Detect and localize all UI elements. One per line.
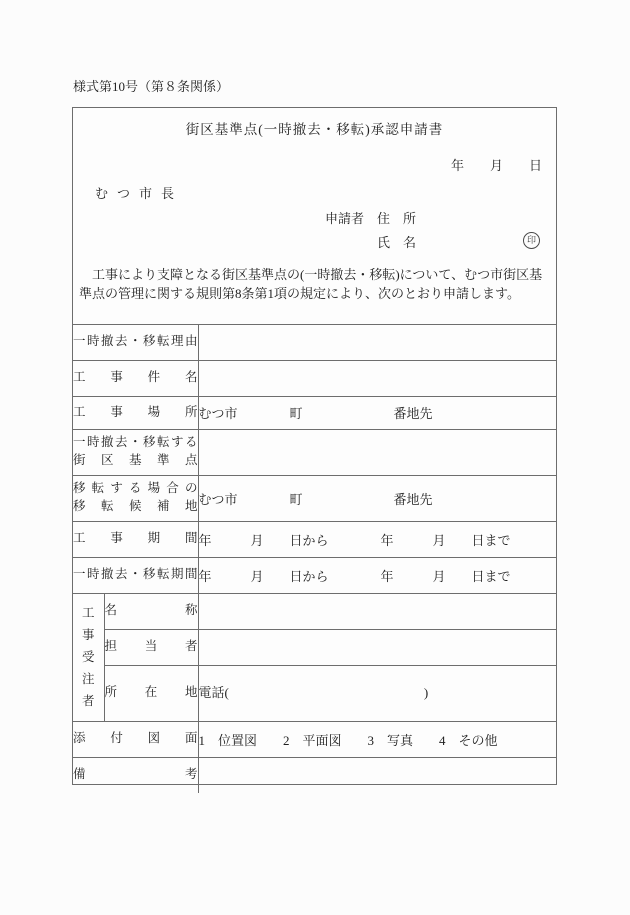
table-row-construction-name (73, 360, 556, 396)
remarks-value-cell (198, 757, 556, 793)
table-row-attachments (73, 721, 556, 757)
form-number: 様式第10号（第８条関係） (73, 79, 230, 94)
contractor-vertical-label-cell: 工 事 受 注 者 (73, 593, 104, 721)
table-row-contractor-contact (73, 629, 556, 665)
remarks-label-cell: 備 考 (73, 757, 198, 793)
construction-site-label-cell: 工 事 場 所 (73, 396, 198, 429)
reference-points-value-cell (198, 429, 556, 475)
application-table (73, 324, 556, 793)
table-row-construction-site (73, 396, 556, 429)
reason-value-cell (198, 324, 556, 360)
removal-period-value-cell: 年 月 日から 年 月 日まで (198, 557, 556, 593)
table-row-contractor-address (73, 665, 556, 721)
phone-line: 電話( ) (198, 684, 429, 700)
addressee-mutsu-mayor: むつ市長 (95, 185, 184, 201)
table-row-remarks (73, 757, 556, 793)
contractor-name-value-cell (198, 593, 556, 629)
contractor-contact-label-cell: 担 当 者 (104, 629, 198, 665)
construction-period-value-cell: 年 月 日から 年 月 日まで (198, 521, 556, 557)
contractor-address-label-cell: 所 在 地 (104, 665, 198, 721)
construction-site-value-cell: むつ市 町 番地先 (198, 396, 556, 429)
applicant-address-label: 申請者 住 所 (325, 210, 417, 226)
attachments-value-cell: 1 位置図 2 平面図 3 写真 4 その他 (198, 721, 556, 757)
contractor-name-label-cell: 名 称 (104, 593, 198, 629)
form-title: 街区基準点(一時撤去・移転)承認申請書 (185, 122, 444, 137)
relocation-site-value-cell: むつ市 町 番地先 (198, 475, 556, 521)
contractor-contact-value-cell (198, 629, 556, 665)
applicant-name-label: 氏 名 (377, 234, 417, 250)
table-row-removal-period (73, 557, 556, 593)
contractor-address-value-cell (198, 665, 556, 721)
table-row-relocation-site (73, 475, 556, 521)
table-row-reference-points (73, 429, 556, 475)
construction-name-value-cell (198, 360, 556, 396)
construction-period-label-cell: 工 事 期 間 (73, 521, 198, 557)
attachments-label-cell: 添 付 図 面 (73, 721, 198, 757)
seal-stamp-icon: 印 (523, 232, 540, 249)
table-row-construction-period (73, 521, 556, 557)
table-row-reason (73, 324, 556, 360)
application-form-box (72, 107, 557, 785)
applicant-block (325, 212, 556, 249)
relocation-site-label-cell: 移 転 す る 場 合 の 移 転 候 補 地 (73, 475, 198, 521)
construction-name-label-cell: 工 事 件 名 (73, 360, 198, 396)
reference-points-label-cell: 一 時 撤 去 ・ 移 転 す る 街 区 基 準 点 (73, 429, 198, 475)
removal-period-label-cell: 一 時 撤 去 ・ 移 転 期 間 (73, 557, 198, 593)
date-line: 年 月 日 (450, 157, 542, 173)
body-paragraph: 工事により支障となる街区基準点の(一時撤去・移転)について、むつ市街区基準点の管理に関する規則第8条第1項の規定により、次のとおり申請します。 (79, 266, 543, 301)
table-row-contractor-name (73, 593, 556, 629)
reason-label-cell: 一 時 撤 去 ・ 移 転 理 由 (73, 324, 198, 360)
